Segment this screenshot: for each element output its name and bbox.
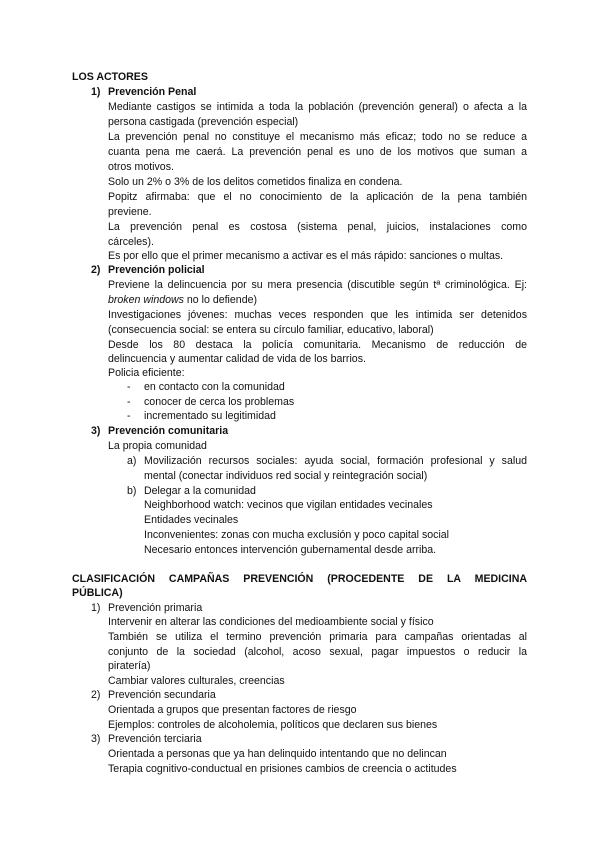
item-title-prevencion-terciaria: Prevención terciaria (108, 733, 202, 745)
item-title-prevencion-penal: Prevención Penal (108, 86, 197, 98)
item-number: 1) (91, 86, 101, 98)
section-heading-clasificacion: CLASIFICACIÓN CAMPAÑAS PREVENCIÓN (PROCEDENTE DE LA MEDICINA (72, 573, 527, 585)
bullet-mark: - (127, 396, 131, 408)
text-line: Intervenir en alterar las condiciones del medioambiente social y físico (108, 616, 434, 628)
bullet-item: en contacto con la comunidad (144, 381, 285, 393)
text-line: previene. (108, 206, 152, 218)
text-line: Previene la delincuencia por su mera presencia (discutible según tª criminológica. Ej: (108, 279, 527, 291)
text-line: Delegar a la comunidad (144, 485, 256, 497)
bullet-item: incrementado su legitimidad (144, 410, 276, 422)
text-line: persona castigada (prevención especial) (108, 116, 299, 128)
text-line: Neighborhood watch: vecinos que vigilan entidades vecinales (144, 499, 433, 511)
text-line: Ejemplos: controles de alcoholemia, políticos que declaren sus bienes (108, 719, 438, 731)
text-line: La propia comunidad (108, 440, 207, 452)
text-line: (consecuencia social: se entera su círculo familiar, educativo, laboral) (108, 324, 434, 336)
bullet-item: conocer de cerca los problemas (144, 396, 295, 408)
sub-label: b) (127, 485, 137, 497)
item-number: 2) (91, 689, 101, 701)
text-line: Orientada a personas que ya han delinquido intentando que no delincan (108, 748, 447, 760)
item-number: 3) (91, 425, 101, 437)
item-number: 2) (91, 264, 101, 276)
bullet-mark: - (127, 410, 131, 422)
text-line: La prevención penal no constituye el mecanismo más eficaz; todo no se reduce a (108, 131, 527, 143)
text-line: Es por ello que el primer mecanismo a activar es el más rápido: sanciones o multas. (108, 250, 504, 262)
text-line: Necesario entonces intervención gubernamental desde arriba. (144, 544, 437, 556)
item-number: 1) (91, 602, 101, 614)
text-line: Popitz afirmaba: que el no conocimiento de la aplicación de la pena también (108, 191, 527, 203)
text-fragment: no lo defiende) (183, 294, 258, 306)
section-heading-clasificacion-cont: PÚBLICA) (72, 587, 123, 599)
text-line: Investigaciones jóvenes: muchas veces responden que les intimida ser detenidos (108, 309, 527, 321)
text-line: Entidades vecinales (144, 514, 239, 526)
text-line: La prevención penal es costosa (sistema penal, juicios, instalaciones como (108, 221, 527, 233)
bullet-mark: - (127, 381, 131, 393)
text-line: Inconvenientes: zonas con mucha exclusión y poco capital social (144, 529, 450, 541)
text-line: Solo un 2% o 3% de los delitos cometidos finaliza en condena. (108, 176, 403, 188)
text-line: delincuencia y aumentar calidad de vida de los barrios. (108, 353, 366, 365)
text-line: cárceles). (108, 236, 154, 248)
text-line (108, 293, 257, 307)
item-title-prevencion-comunitaria: Prevención comunitaria (108, 425, 229, 437)
text-line: piratería) (108, 660, 151, 672)
item-number: 3) (91, 733, 101, 745)
text-line: mental (conectar individuos red social y reintegración social) (144, 470, 428, 482)
text-line: conjunto de la sociedad (alcohol, acoso sexual, pagar impuestos o reducir la (108, 646, 527, 658)
text-line: Mediante castigos se intimida a toda la población (prevención general) o afecta a la (108, 101, 527, 113)
text-line: También se utiliza el termino prevención primaria para campañas orientadas al (108, 631, 527, 643)
section-heading-actores: LOS ACTORES (72, 71, 148, 83)
text-line: Orientada a grupos que presentan factores de riesgo (108, 704, 357, 716)
item-title-prevencion-policial: Prevención policial (108, 264, 205, 276)
item-title-prevencion-secundaria: Prevención secundaria (108, 689, 216, 701)
item-title-prevencion-primaria: Prevención primaria (108, 602, 203, 614)
text-line: Terapia cognitivo-conductual en prisiones cambios de creencia o actitudes (108, 763, 457, 775)
text-line: otros motivos. (108, 161, 174, 173)
text-line: cuanta pena me caerá. La prevención penal es uno de los motivos que suman a (108, 146, 527, 158)
text-line: Movilización recursos sociales: ayuda social, formación profesional y salud (144, 455, 527, 467)
sub-label: a) (127, 455, 137, 467)
text-line: Cambiar valores culturales, creencias (108, 675, 285, 687)
text-line: Policia eficiente: (108, 367, 185, 379)
text-line: Desde los 80 destaca la policía comunitaria. Mecanismo de reducción de (108, 339, 527, 351)
italic-term: broken windows (108, 294, 184, 306)
